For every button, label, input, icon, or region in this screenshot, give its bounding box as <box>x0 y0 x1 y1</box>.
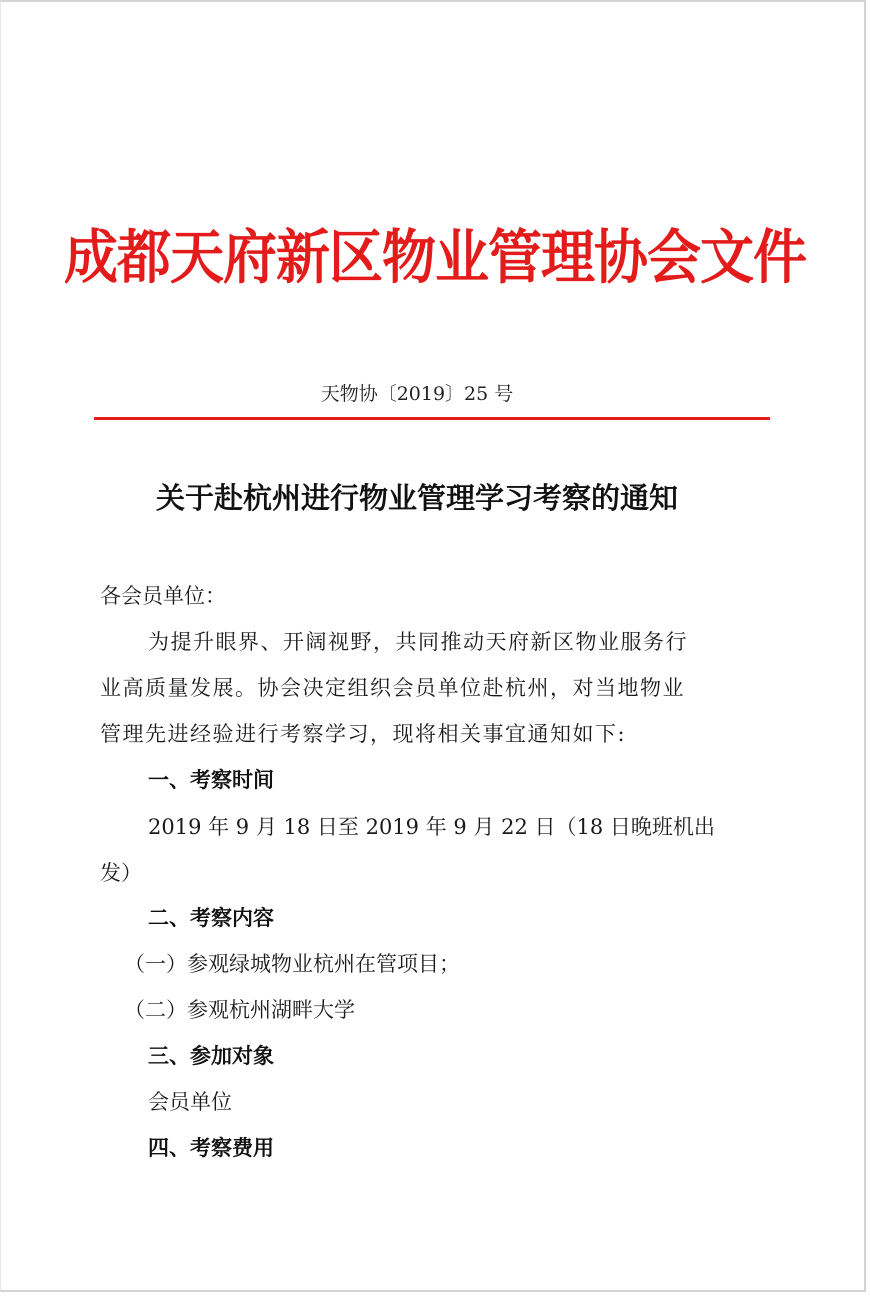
intro-paragraph-line-1: 为提升眼界、开阔视野，共同推动天府新区物业服务行 <box>148 630 688 654</box>
section-2-item-1: （一）参观绿城物业杭州在管项目； <box>124 952 460 976</box>
intro-paragraph-line-3: 管理先进经验进行考察学习，现将相关事宜通知如下: <box>100 722 627 746</box>
intro-paragraph-line-2: 业高质量发展。协会决定组织会员单位赴杭州，对当地物业 <box>100 676 685 700</box>
section-1-line-2: 发） <box>100 861 142 885</box>
notice-title: 关于赴杭州进行物业管理学习考察的通知 <box>155 481 678 515</box>
section-2-heading: 二、考察内容 <box>148 906 274 930</box>
section-3-line-1: 会员单位 <box>148 1090 232 1114</box>
red-divider-line <box>94 417 770 420</box>
section-2-item-2: （二）参观杭州湖畔大学 <box>124 998 355 1022</box>
section-1-line-1: 2019 年 9 月 18 日至 2019 年 9 月 22 日（18 日晚班机出 <box>148 815 715 839</box>
document-number: 天物协〔2019〕25 号 <box>320 383 514 405</box>
section-4-heading: 四、考察费用 <box>148 1136 274 1160</box>
salutation: 各会员单位： <box>100 584 226 608</box>
document-header-title: 成都天府新区物业管理协会文件 <box>64 225 806 291</box>
section-1-heading: 一、考察时间 <box>148 768 274 792</box>
section-3-heading: 三、参加对象 <box>148 1044 274 1068</box>
